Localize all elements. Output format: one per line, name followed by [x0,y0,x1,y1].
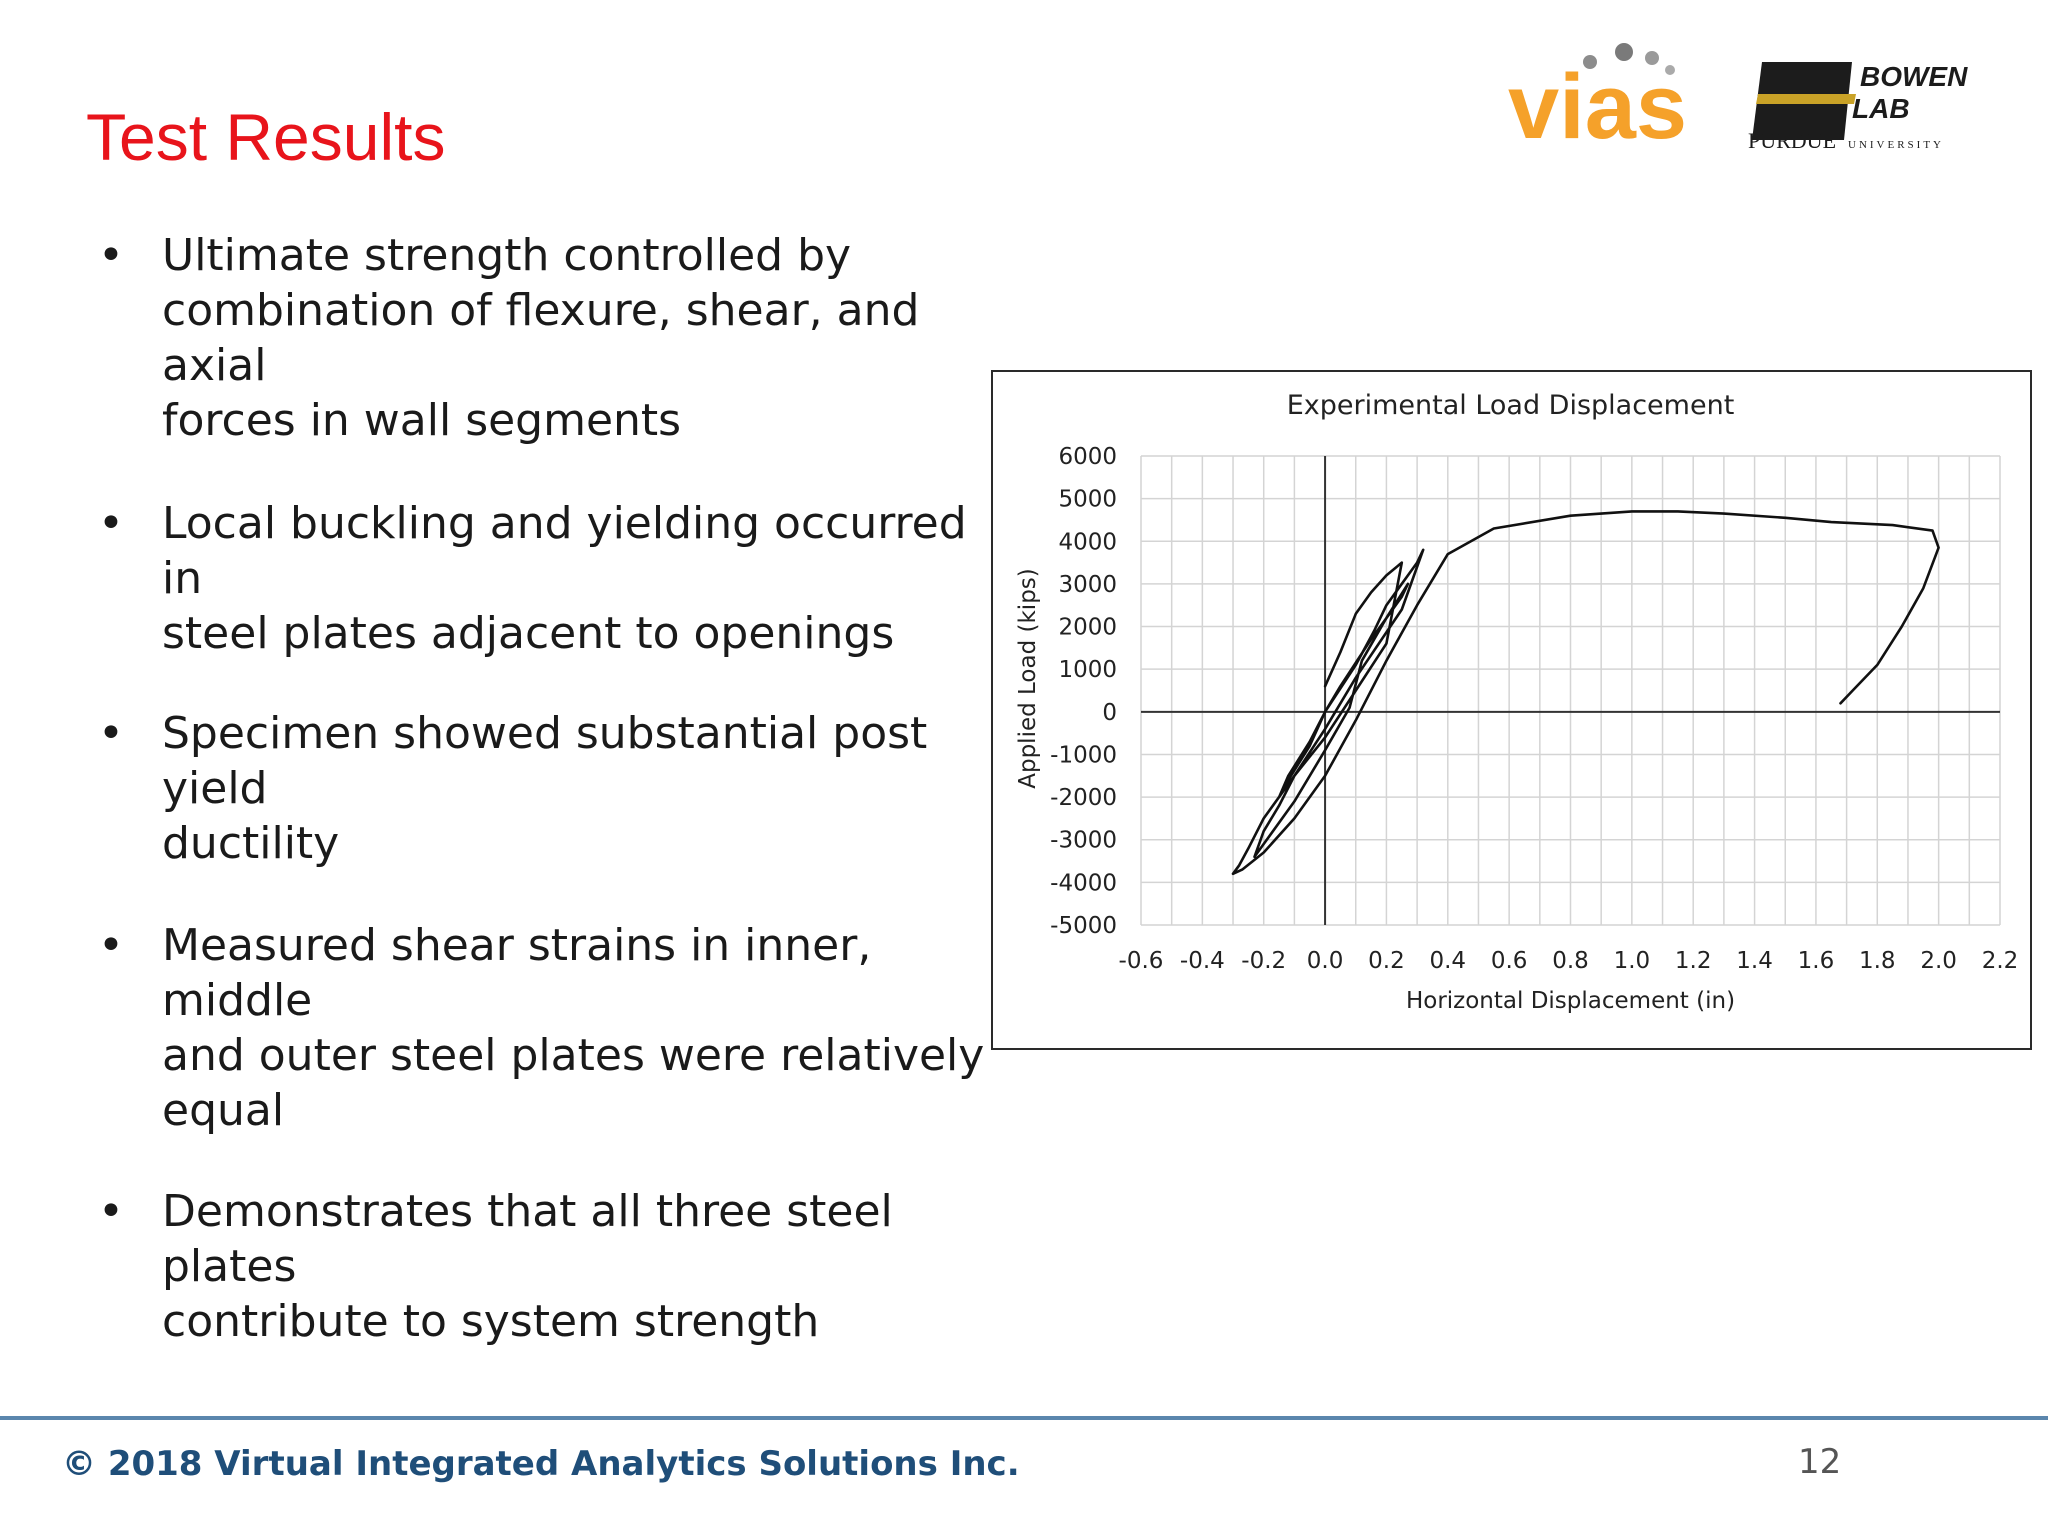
bullet-line: Demonstrates that all three steel plates [162,1186,893,1292]
y-tick-label: 5000 [1058,486,1117,513]
bullet-item [96,1184,996,1349]
x-tick-label: -0.6 [1118,948,1164,974]
page-number: 12 [1798,1442,1842,1482]
x-tick-label: -0.2 [1241,948,1287,974]
bowen-lab-line1: BOWEN [1860,61,1968,92]
x-tick-label: 0.8 [1552,948,1589,974]
x-tick-label: 1.6 [1797,948,1835,974]
slide-title: Test Results [86,100,446,174]
y-tick-label: -4000 [1050,870,1117,897]
x-tick-label: 0.0 [1306,948,1344,974]
y-tick-label: -3000 [1050,827,1117,854]
series-line [1233,511,1939,873]
vias-logo [1508,43,1687,158]
vias-wordmark: vias [1508,56,1688,158]
x-tick-label: 1.2 [1674,948,1712,974]
y-axis-label: Applied Load (kips) [1015,568,1041,789]
y-tick-label: 0 [1102,699,1117,726]
bullet-line: combination of flexure, shear, and axial [162,285,920,391]
bullet-item [96,918,996,1138]
y-tick-label: -5000 [1050,913,1117,939]
footer-divider [0,1416,2048,1420]
bullet-line: Measured shear strains in inner, middle [162,920,872,1026]
chart-svg [993,372,2030,1048]
x-axis-label: Horizontal Displacement (in) [1405,988,1736,1014]
footer-copyright: © 2018 Virtual Integrated Analytics Solutions Inc. [62,1444,1020,1484]
bullet-line: steel plates adjacent to openings [162,608,895,659]
logos [1500,34,2010,174]
y-tick-label: 3000 [1058,571,1117,598]
bullet-symbol: • [98,1186,124,1237]
y-tick-label: -2000 [1050,785,1117,812]
bullet-line: contribute to system strength [162,1296,820,1347]
university-wordmark: UNIVERSITY [1848,139,1944,151]
y-tick-label: 2000 [1058,614,1117,641]
bullet-item [96,228,996,448]
bullet-line: forces in wall segments [162,395,682,446]
x-tick-label: -0.4 [1179,948,1225,974]
chart-title: Experimental Load Displacement [1286,390,1735,421]
bullet-line: equal [162,1085,285,1136]
bullet-line: Ultimate strength controlled by [162,230,852,281]
x-tick-label: 0.6 [1490,948,1528,974]
load-displacement-chart [991,370,2032,1050]
bullet-symbol: • [98,498,124,549]
bullet-line: ductility [162,818,340,869]
y-tick-label: 6000 [1058,444,1117,470]
y-tick-label: 4000 [1058,529,1117,556]
bowen-b-stripe [1756,94,1856,104]
x-tick-label: 2.2 [1981,948,2019,974]
bullet-item [96,706,996,871]
y-tick-label: -1000 [1050,742,1117,769]
x-tick-label: 2.0 [1920,948,1957,974]
bullet-symbol: • [98,230,124,281]
bowen-lab-line2: LAB [1852,93,1910,124]
bowen-lab-logo [1748,61,1968,153]
bullet-item [96,496,996,661]
bullet-line: Specimen showed substantial post yield [162,708,928,814]
bullet-line: and outer steel plates were relatively [162,1030,985,1081]
y-tick-label: 1000 [1058,657,1117,684]
bullet-symbol: • [98,920,124,971]
x-tick-label: 1.4 [1736,948,1773,974]
x-tick-label: 0.2 [1368,948,1405,974]
x-tick-label: 0.4 [1429,948,1467,974]
purdue-wordmark: PURDUE [1748,128,1837,153]
bullet-line: Local buckling and yielding occurred in [162,498,967,604]
x-tick-label: 1.8 [1858,948,1896,974]
bullet-symbol: • [98,708,124,759]
x-tick-label: 1.0 [1613,948,1651,974]
